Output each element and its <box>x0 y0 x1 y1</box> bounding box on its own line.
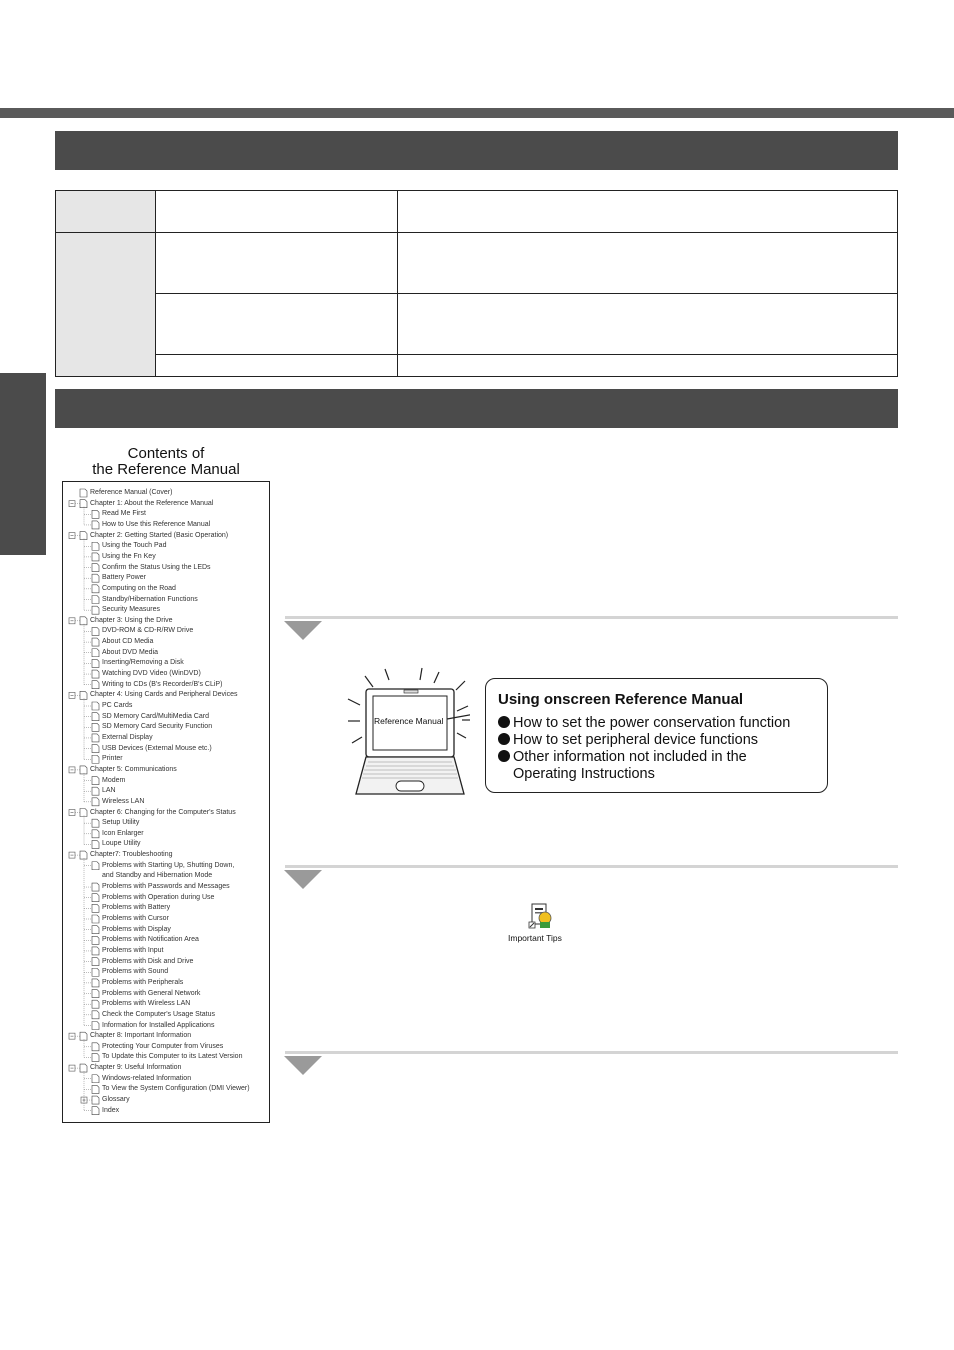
toc-subitem[interactable]: SD Memory Card Security Function <box>102 723 213 731</box>
callout-item <box>498 749 747 766</box>
toc-subitem[interactable]: Problems with Notification Area <box>102 936 199 944</box>
table-cell <box>398 355 898 377</box>
toc-subitem[interactable]: LAN <box>102 787 116 795</box>
toc-subitem[interactable]: Problems with Operation during Use <box>102 893 215 901</box>
callout-item-text: How to set peripheral device functions <box>513 732 759 748</box>
step-divider-3 <box>285 1051 898 1054</box>
toc-subitem[interactable]: Information for Installed Applications <box>102 1021 215 1029</box>
document-icon <box>92 521 99 529</box>
callout-item-text: Other information not included in the <box>513 749 747 765</box>
toc-subitem[interactable]: Problems with Battery <box>102 904 171 912</box>
table-cell <box>398 233 898 294</box>
toc-subitem[interactable]: Printer <box>102 755 123 763</box>
document-icon <box>92 1043 99 1051</box>
document-icon <box>80 809 87 817</box>
document-icon <box>92 1000 99 1008</box>
toc-subitem[interactable]: External Display <box>102 733 153 741</box>
table-cell <box>156 355 398 377</box>
toc-subitem[interactable]: Index <box>102 1106 120 1114</box>
document-icon <box>92 819 99 827</box>
table-cell <box>156 294 398 355</box>
step-divider-2 <box>285 865 898 868</box>
document-icon <box>92 670 99 678</box>
toc-subitem[interactable]: How to Use this Reference Manual <box>102 520 211 528</box>
reference-manual-callout <box>485 678 828 793</box>
toc-subitem[interactable]: Read Me First <box>102 510 146 518</box>
document-icon <box>92 862 99 870</box>
toc-subitem[interactable]: Protecting Your Computer from Viruses <box>102 1042 224 1050</box>
toc-subitem[interactable]: DVD-ROM & CD-R/RW Drive <box>102 627 194 635</box>
document-icon <box>92 830 99 838</box>
top-rule <box>0 108 954 118</box>
toc-subitem[interactable]: Check the Computer's Usage Status <box>102 1010 216 1018</box>
bullet-icon <box>498 750 510 762</box>
toc-subitem[interactable]: To Update this Computer to its Latest Version <box>102 1053 243 1061</box>
toc-tree <box>62 481 270 1123</box>
callout-item <box>498 715 790 732</box>
document-icon <box>80 532 87 540</box>
document-icon <box>92 915 99 923</box>
document-icon <box>92 627 99 635</box>
document-icon <box>92 1022 99 1030</box>
toc-subitem[interactable]: Problems with Passwords and Messages <box>102 883 230 891</box>
toc-subitem[interactable]: Problems with Peripherals <box>102 978 184 986</box>
toc-subitem[interactable]: and Standby and Hibernation Mode <box>102 872 213 880</box>
document-icon <box>92 990 99 998</box>
document-icon <box>92 1011 99 1019</box>
document-icon <box>92 787 99 795</box>
document-icon <box>92 681 99 689</box>
document-icon <box>92 564 99 572</box>
document-icon <box>92 702 99 710</box>
table-cell <box>156 191 398 233</box>
callout-item-text: How to set the power conservation function <box>513 715 791 731</box>
document-icon <box>92 553 99 561</box>
document-icon <box>80 766 87 774</box>
step-arrow-icon <box>284 1056 322 1075</box>
document-icon <box>92 745 99 753</box>
document-icon <box>92 574 99 582</box>
document-icon <box>92 755 99 763</box>
bullet-icon <box>498 733 510 745</box>
toc-title <box>62 446 270 478</box>
document-icon <box>80 851 87 859</box>
toc-subitem[interactable]: About DVD Media <box>102 648 159 656</box>
toc-subitem[interactable]: Loupe Utility <box>102 840 141 848</box>
document-icon <box>92 894 99 902</box>
document-icon <box>92 1053 99 1061</box>
toc-subitem[interactable]: Problems with Disk and Drive <box>102 957 194 965</box>
toc-subitem[interactable]: Problems with Sound <box>102 968 169 976</box>
callout-item-continuation: Operating Instructions <box>513 766 655 782</box>
toc-chapter-item[interactable]: Chapter7: Troubleshooting <box>90 851 173 859</box>
toc-chapter-item[interactable]: Chapter 1: About the Reference Manual <box>90 499 214 507</box>
table-cell <box>398 191 898 233</box>
important-tips-label: Important Tips <box>508 933 562 943</box>
document-icon <box>92 585 99 593</box>
document-icon <box>80 617 87 625</box>
document-icon <box>92 713 99 721</box>
toc-subitem[interactable]: SD Memory Card/MultiMedia Card <box>102 712 209 720</box>
step-arrow-icon <box>284 621 322 640</box>
bullet-icon <box>498 716 510 728</box>
callout-item <box>498 732 758 749</box>
toc-subitem[interactable]: To View the System Configuration (DMI Viewer) <box>102 1085 250 1093</box>
toc-subitem[interactable]: Using the Touch Pad <box>102 542 167 550</box>
document-icon <box>92 904 99 912</box>
toc-subitem[interactable]: Inserting/Removing a Disk <box>102 659 184 667</box>
toc-chapter-item[interactable]: Chapter 2: Getting Started (Basic Operation) <box>90 531 229 539</box>
document-icon <box>92 798 99 806</box>
step-divider-1 <box>285 616 898 619</box>
document-icon <box>92 968 99 976</box>
document-icon <box>80 489 87 497</box>
document-icon <box>92 840 99 848</box>
laptop-screen-label: Reference Manual <box>374 716 444 726</box>
toc-subitem[interactable]: Writing to CDs (B's Recorder/B's CLiP) <box>102 680 223 688</box>
document-icon <box>80 1064 87 1072</box>
document-icon <box>92 649 99 657</box>
toc-chapter-item[interactable]: Chapter 8: Important Information <box>90 1032 192 1040</box>
section-header-bar-2 <box>55 389 898 428</box>
document-icon <box>92 947 99 955</box>
table-cell <box>56 191 156 233</box>
toc-subitem[interactable]: Glossary <box>102 1096 130 1104</box>
document-icon <box>92 638 99 646</box>
toc-chapter-item[interactable]: Chapter 3: Using the Drive <box>90 616 173 624</box>
document-icon <box>92 926 99 934</box>
document-icon <box>92 723 99 731</box>
toc-subitem[interactable]: Wireless LAN <box>102 797 145 805</box>
document-icon <box>92 606 99 614</box>
document-icon <box>92 1075 99 1083</box>
document-icon <box>92 1107 99 1115</box>
document-icon <box>92 936 99 944</box>
info-table <box>55 190 898 377</box>
document-icon <box>92 596 99 604</box>
table-cell <box>398 294 898 355</box>
table-cell <box>156 233 398 294</box>
step-arrow-icon <box>284 870 322 889</box>
toc-subitem[interactable]: Computing on the Road <box>102 584 176 592</box>
document-icon <box>92 979 99 987</box>
document-icon <box>92 659 99 667</box>
toc-subitem[interactable]: Problems with Starting Up, Shutting Down, <box>102 861 235 869</box>
document-icon <box>92 734 99 742</box>
callout-title: Using onscreen Reference Manual <box>498 691 744 708</box>
document-icon <box>92 1096 99 1104</box>
toc-subitem[interactable]: Problems with General Network <box>102 989 201 997</box>
toc-chapter-item[interactable]: Chapter 6: Changing for the Computer's Status <box>90 808 236 816</box>
toc-subitem[interactable]: Setup Utility <box>102 819 140 827</box>
document-icon <box>92 510 99 518</box>
document-icon <box>92 1085 99 1093</box>
document-icon <box>92 958 99 966</box>
toc-subitem[interactable]: Problems with Input <box>102 946 164 954</box>
toc-subitem[interactable]: Modem <box>102 776 126 784</box>
important-tips-icon[interactable] <box>528 902 554 930</box>
table-cell <box>56 233 156 377</box>
toc-subitem[interactable]: USB Devices (External Mouse etc.) <box>102 744 212 752</box>
toc-subitem[interactable]: Problems with Display <box>102 925 171 933</box>
toc-chapter-item[interactable]: Reference Manual (Cover) <box>90 489 173 496</box>
document-icon <box>80 1032 87 1040</box>
toc-chapter-item[interactable]: Chapter 4: Using Cards and Peripheral Devices <box>90 691 238 699</box>
section-header-bar-1 <box>55 131 898 170</box>
toc-subitem[interactable]: Battery Power <box>102 574 146 582</box>
document-icon <box>80 500 87 508</box>
document-icon <box>92 883 99 891</box>
toc-chapter-item[interactable]: Chapter 9: Useful Information <box>90 1064 182 1072</box>
toc-subitem[interactable]: Windows-related Information <box>102 1074 192 1082</box>
toc-title-line-2: the Reference Manual <box>92 461 240 478</box>
toc-subitem[interactable]: Icon Enlarger <box>102 829 144 837</box>
side-tab <box>0 373 46 555</box>
toc-subitem[interactable]: Problems with Cursor <box>102 915 169 922</box>
toc-title-line-1: Contents of <box>127 445 205 462</box>
toc-subitem[interactable]: PC Cards <box>102 702 133 709</box>
document-icon <box>92 777 99 785</box>
toc-subitem[interactable]: Security Measures <box>102 606 160 614</box>
document-icon <box>80 691 87 699</box>
toc-subitem[interactable]: Confirm the Status Using the LEDs <box>102 563 211 571</box>
toc-subitem[interactable]: Problems with Wireless LAN <box>102 1000 191 1008</box>
laptop-illustration <box>340 666 470 800</box>
toc-subitem[interactable]: About CD Media <box>102 638 154 646</box>
toc-subitem[interactable]: Watching DVD Video (WinDVD) <box>102 670 201 678</box>
toc-chapter-item[interactable]: Chapter 5: Communications <box>90 765 177 773</box>
toc-subitem[interactable]: Using the Fn Key <box>102 552 156 560</box>
toc-subitem[interactable]: Standby/Hibernation Functions <box>102 595 198 603</box>
document-icon <box>92 542 99 550</box>
